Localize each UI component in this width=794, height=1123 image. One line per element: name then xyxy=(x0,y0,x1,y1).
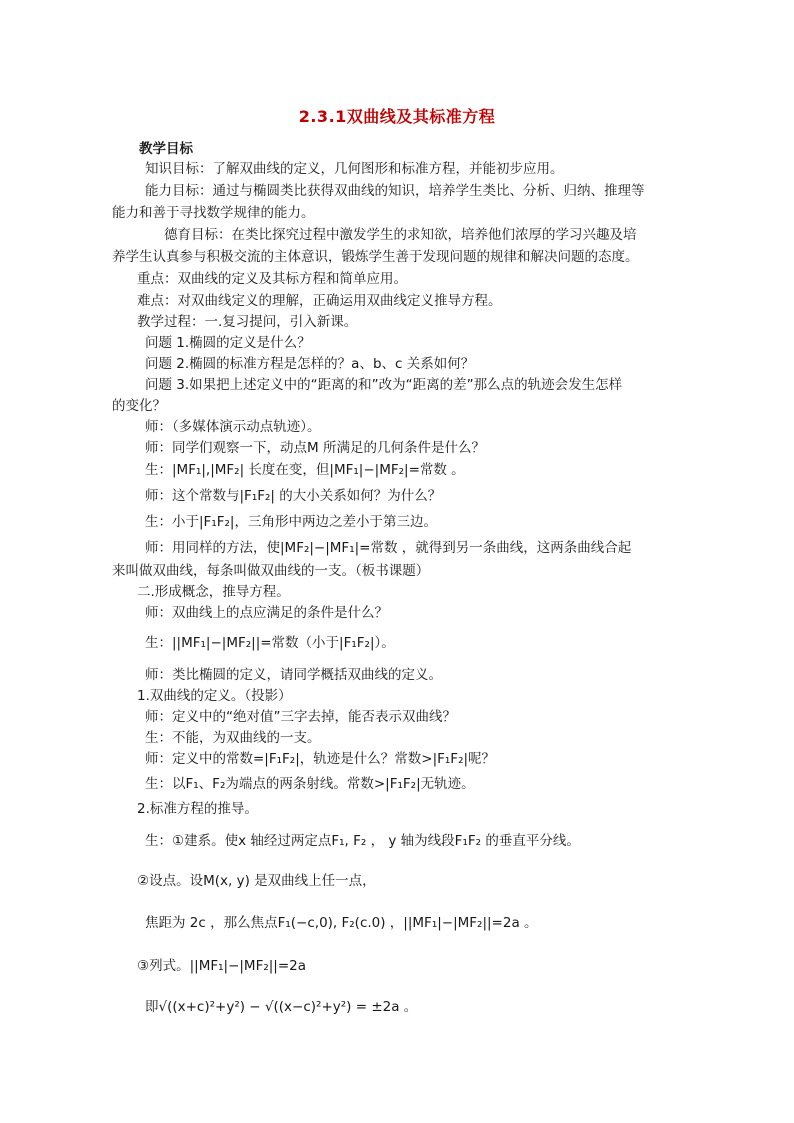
text-line: 生：小于|F₁F₂|，三角形中两边之差小于第三边。 xyxy=(145,514,437,530)
text-line: 问题 2.椭圆的标准方程是怎样的？a、b、c 关系如何？ xyxy=(145,356,475,372)
text-line: 难点：对双曲线定义的理解，正确运用双曲线定义推导方程。 xyxy=(137,293,502,309)
text-line: 知识目标：了解双曲线的定义，几何图形和标准方程，并能初步应用。 xyxy=(145,161,564,177)
text-line: 师：（多媒体演示动点轨迹）。 xyxy=(145,419,321,435)
document-title: 2.3.1双曲线及其标准方程 xyxy=(298,107,496,126)
text-line: 生：不能，为双曲线的一支。 xyxy=(145,730,321,746)
text-line: 师：定义中的常数=|F₁F₂|，轨迹是什么？常数>|F₁F₂|呢？ xyxy=(145,751,496,767)
text-line: 二.形成概念，推导方程。 xyxy=(137,584,290,600)
text-line: 的变化？ xyxy=(112,398,166,414)
text-line: 焦距为 2c ，那么焦点F₁(−c,0), F₂(c.0) ，||MF₁|−|MF₂||=2a 。 xyxy=(145,915,538,931)
text-line: 重点：双曲线的定义及其标方程和简单应用。 xyxy=(137,271,407,287)
text-line: ②设点。设M(x, y) 是双曲线上任一点， xyxy=(137,873,376,889)
text-line: 德育目标：在类比探究过程中激发学生的求知欲，培养他们浓厚的学习兴趣及培 xyxy=(164,227,637,243)
text-line: 生：|MF₁|,|MF₂| 长度在变，但|MF₁|−|MF₂|=常数 。 xyxy=(145,462,465,478)
text-line: 能力目标：通过与椭圆类比获得双曲线的知识，培养学生类比、分析、归纳、推理等 xyxy=(145,183,645,199)
text-line: 问题 1.椭圆的定义是什么？ xyxy=(145,335,311,351)
text-line: 师：这个常数与|F₁F₂| 的大小关系如何？为什么？ xyxy=(145,488,442,504)
text-line: 1.双曲线的定义。（投影） xyxy=(137,688,292,704)
text-line: 问题 3.如果把上述定义中的“距离的和”改为“距离的差”那么点的轨迹会发生怎样 xyxy=(145,377,623,393)
text-line: ③列式。||MF₁|−|MF₂||=2a xyxy=(137,958,307,974)
text-line: 即√((x+c)²+y²) − √((x−c)²+y²) = ±2a 。 xyxy=(145,999,418,1015)
text-line: 能力和善于寻找数学规律的能力。 xyxy=(112,205,315,221)
text-line: 2.标准方程的推导。 xyxy=(137,801,258,817)
text-line: 师：用同样的方法，使|MF₂|−|MF₁|=常数 ，就得到另一条曲线，这两条曲线合起 xyxy=(145,540,632,556)
text-line: 生：||MF₁|−|MF₂||=常数（小于|F₁F₂|）。 xyxy=(145,635,395,651)
text-line: 师：双曲线上的点应满足的条件是什么？ xyxy=(145,605,388,621)
text-line: 师：类比椭圆的定义，请同学概括双曲线的定义。 xyxy=(145,667,442,683)
text-line: 生：①建系。使x 轴经过两定点F₁, F₂ ， y 轴为线段F₁F₂ 的垂直平分线。 xyxy=(145,833,580,849)
text-line: 养学生认真参与积极交流的主体意识，锻炼学生善于发现问题的规律和解决问题的态度。 xyxy=(112,249,639,265)
text-line: 师：定义中的“绝对值”三字去掉，能否表示双曲线？ xyxy=(145,709,456,725)
text-line: 教学目标 xyxy=(139,141,193,157)
text-line: 教学过程：一.复习提问，引入新课。 xyxy=(137,314,358,330)
text-line: 生：以F₁、F₂为端点的两条射线。常数>|F₁F₂|无轨迹。 xyxy=(145,776,475,792)
text-line: 来叫做双曲线，每条叫做双曲线的一支。（板书课题） xyxy=(112,563,430,579)
text-line: 师：同学们观察一下，动点M 所满足的几何条件是什么？ xyxy=(145,440,485,456)
